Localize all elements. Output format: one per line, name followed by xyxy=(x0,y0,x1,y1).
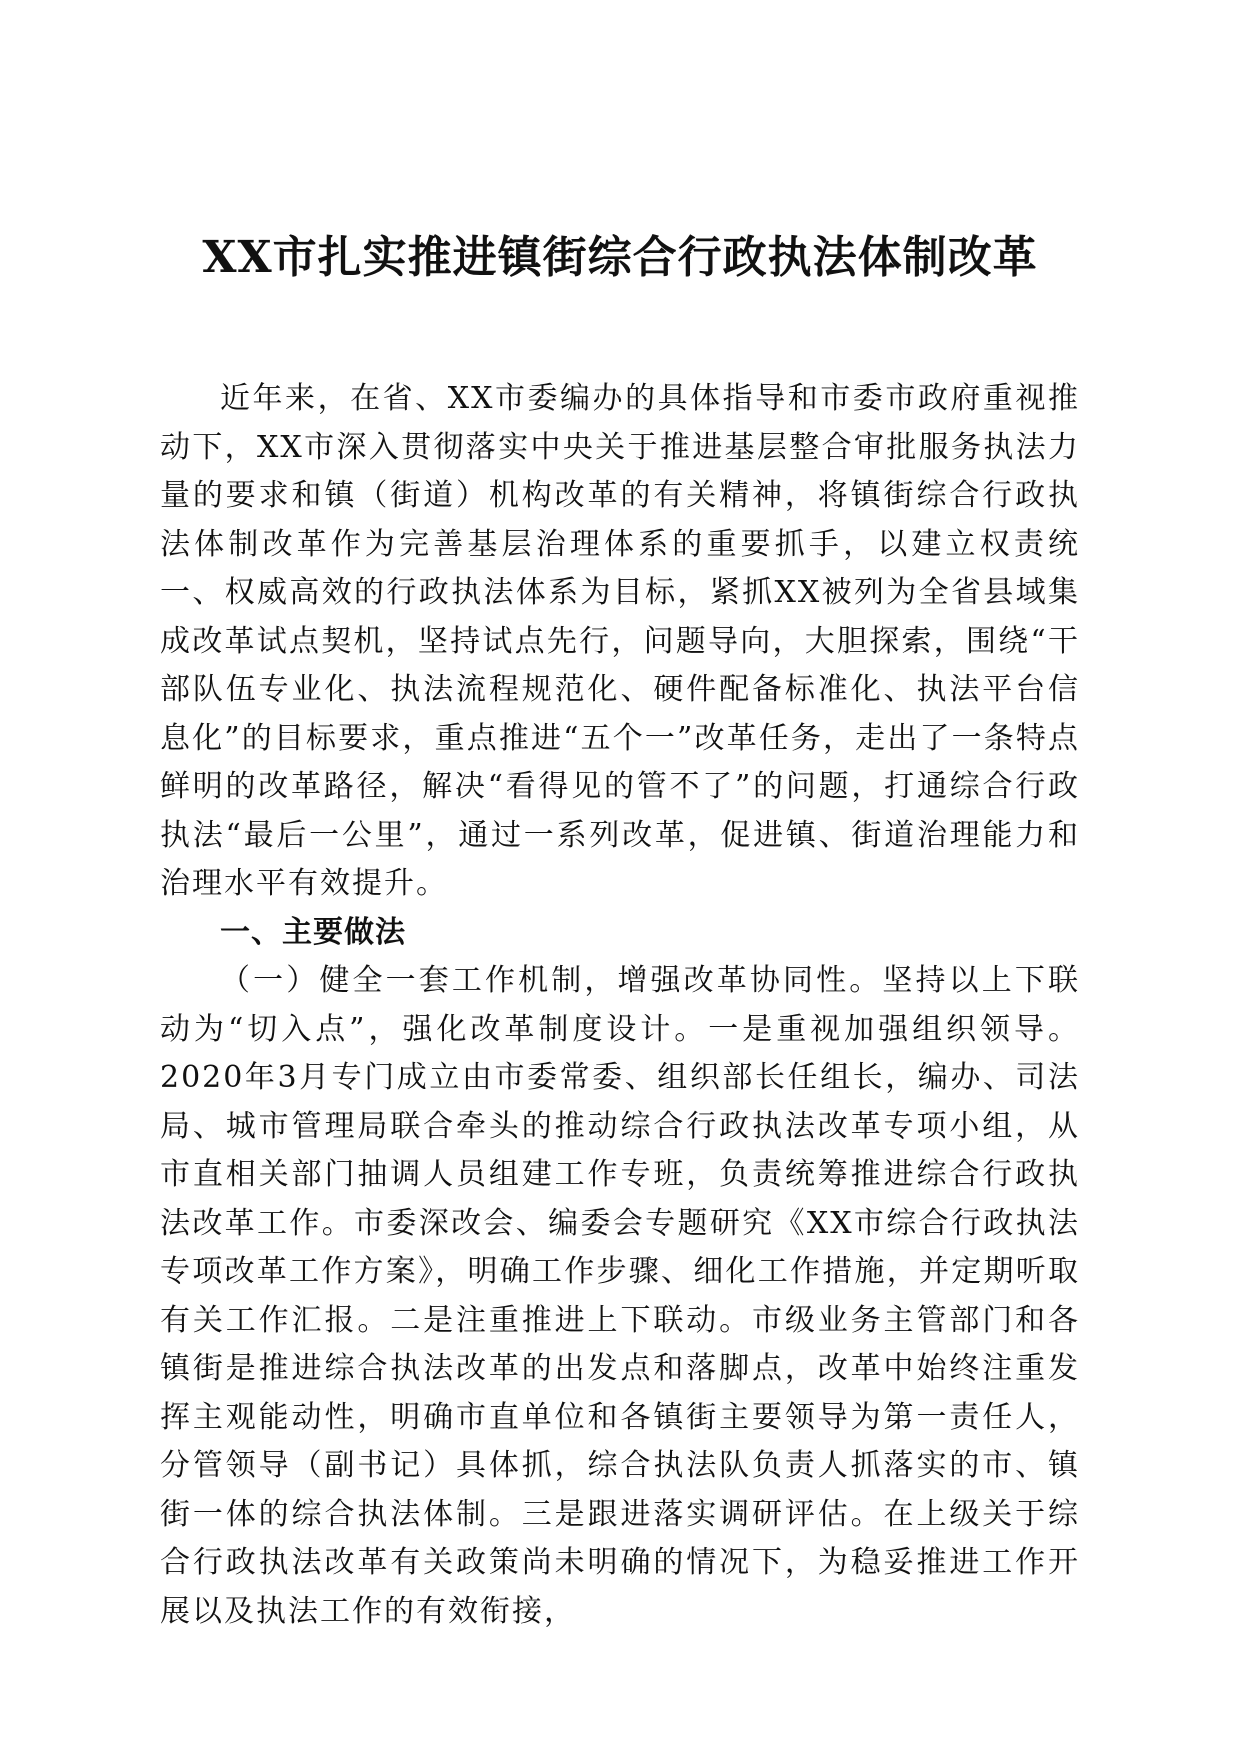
section-paragraph: （一）健全一套工作机制，增强改革协同性。坚持以上下联动为“切入点”，强化改革制度设计。一是重视加强组织领导。2020年3月专门成立由市委常委、组织部长任组长，编办、司法局、城市管理局联合牵头的推动综合行政执法改革专项小组，从市直相关部门抽调人员组建工作专班，负责统筹推进综合行政执法改革工作。市委深改会、编委会专题研究《XX市综合行政执法专项改革工作方案》，明确工作步骤、细化工作措施，并定期听取有关工作汇报。二是注重推进上下联动。市级业务主管部门和各镇街是推进综合执法改革的出发点和落脚点，改革中始终注重发挥主观能动性，明确市直单位和各镇街主要领导为第一责任人，分管领导（副书记）具体抓，综合执法队负责人抓落实的市、镇街一体的综合执法体制。三是跟进落实调研评估。在上级关于综合行政执法改革有关政策尚未明确的情况下，为稳妥推进工作开展以及执法工作的有效衔接， xyxy=(160,963,1080,1629)
intro-paragraph: 近年来，在省、XX市委编办的具体指导和市委市政府重视推动下，XX市深入贯彻落实中央关于推进基层整合审批服务执法力量的要求和镇（街道）机构改革的有关精神，将镇街综合行政执法体制改革作为完善基层治理体系的重要抓手，以建立权责统一、权威高效的行政执法体系为目标，紧抓XX被列为全省县域集成改革试点契机，坚持试点先行，问题导向，大胆探索，围绕“干部队伍专业化、执法流程规范化、硬件配备标准化、执法平台信息化”的目标要求，重点推进“五个一”改革任务，走出了一条特点鲜明的改革路径，解决“看得见的管不了”的问题，打通综合行政执法“最后一公里”，通过一系列改革，促进镇、街道治理能力和治理水平有效提升。 xyxy=(160,381,1080,901)
section-heading: 一、主要做法 xyxy=(220,914,406,950)
document-body xyxy=(160,375,1080,1636)
document-title: XX市扎实推进镇街综合行政执法体制改革 xyxy=(202,232,1038,283)
